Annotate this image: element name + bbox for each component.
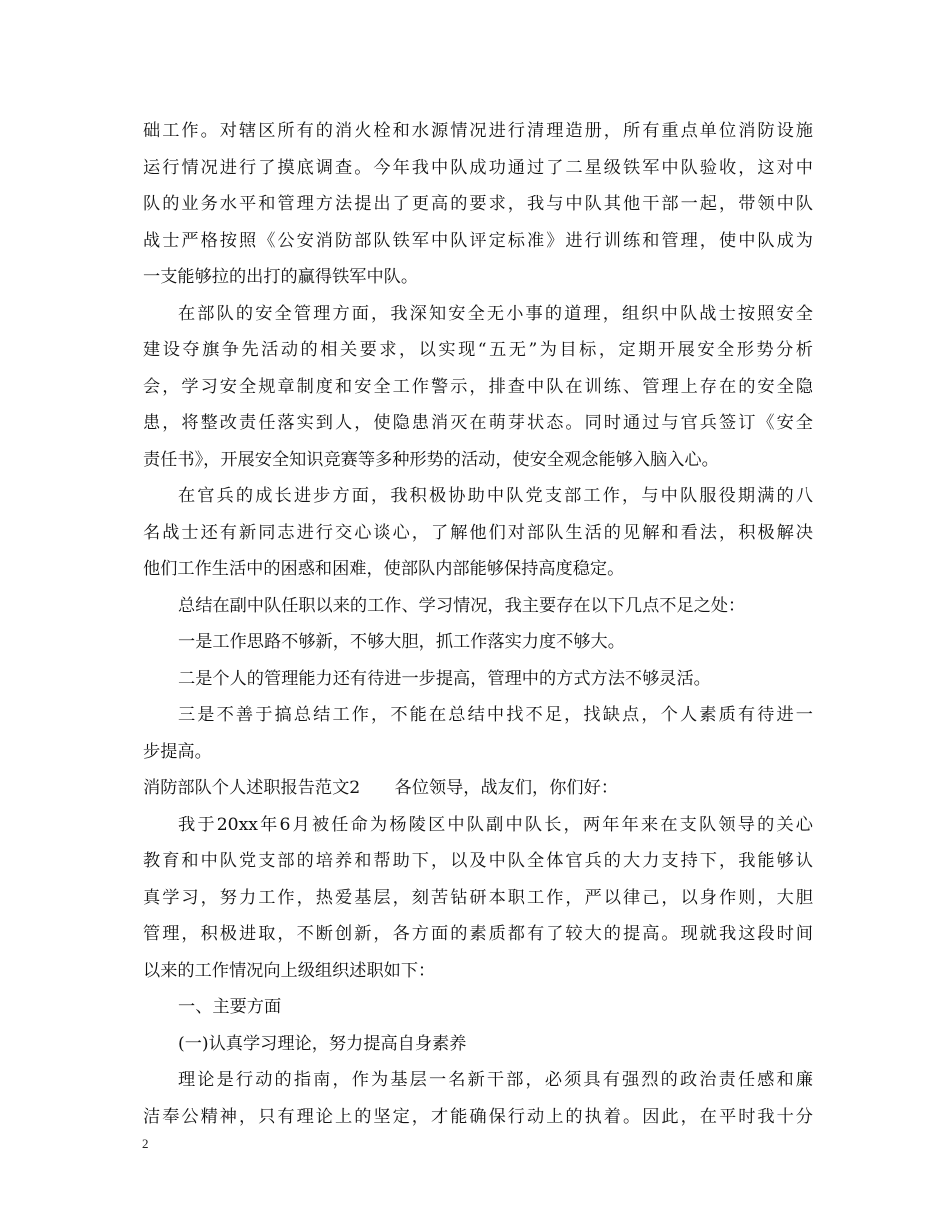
text-line: 三是不善于搞总结工作，不能在总结中找不足，找缺点，个人素质有待进一 xyxy=(178,705,813,725)
text-line: 战士严格按照《公安消防部队铁军中队评定标准》进行训练和管理，使中队成为 xyxy=(143,230,813,251)
text-line: 我于20xx年6月被任命为杨陵区中队副中队长，两年年来在支队领导的关心 xyxy=(178,814,813,835)
text-line: 一支能够拉的出打的赢得铁军中队。 xyxy=(143,267,419,287)
document-body xyxy=(143,118,813,1140)
text-line: 运行情况进行了摸底调查。今年我中队成功通过了二星级铁军中队验收，这对中 xyxy=(143,157,813,178)
text-line: 责任书》，开展安全知识竞赛等多种形势的活动，使安全观念能够入脑入心。 xyxy=(143,449,719,470)
text-line: 队的业务水平和管理方法提出了更高的要求，我与中队其他干部一起，带领中队 xyxy=(143,194,813,214)
text-line: 一、主要方面 xyxy=(178,997,282,1017)
page-number: 2 xyxy=(142,1136,149,1151)
text-line: 管理，积极进取，不断创新，各方面的素质都有了较大的提高。现就我这段时间 xyxy=(143,924,813,944)
text-line: 建设夺旗争先活动的相关要求，以实现“五无”为目标，定期开展安全形势分析 xyxy=(143,340,813,360)
text-line: 二是个人的管理能力还有待进一步提高，管理中的方式方法不够灵活。 xyxy=(178,668,711,689)
text-line: 在部队的安全管理方面，我深知安全无小事的道理，组织中队战士按照安全 xyxy=(178,303,813,324)
text-line: 教育和中队党支部的培养和帮助下，以及中队全体官兵的大力支持下，我能够认 xyxy=(143,851,813,871)
text-line: 会，学习安全规章制度和安全工作警示，排查中队在训练、管理上存在的安全隐 xyxy=(143,376,813,397)
text-line: 步提高。 xyxy=(143,741,212,762)
text-line: 一是工作思路不够新，不够大胆，抓工作落实力度不够大。 xyxy=(178,632,625,652)
text-line: 消防部队个人述职报告范文2 各位领导，战友们，你们好： xyxy=(143,778,619,798)
text-line: 真学习，努力工作，热爱基层，刻苦钻研本职工作，严以律己，以身作则，大胆 xyxy=(143,887,813,908)
text-line: 理论是行动的指南，作为基层一名新干部，必须具有强烈的政治责任感和廉 xyxy=(178,1070,813,1090)
text-line: 以来的工作情况向上级组织述职如下： xyxy=(143,960,436,981)
text-line: 在官兵的成长进步方面，我积极协助中队党支部工作，与中队服役期满的八 xyxy=(178,486,813,506)
text-line: 患，将整改责任落实到人，使隐患消灭在萌芽状态。同时通过与官兵签订《安全 xyxy=(143,413,813,433)
text-line: (一)认真学习理论，努力提高自身素养 xyxy=(178,1033,467,1054)
text-line: 名战士还有新同志进行交心谈心，了解他们对部队生活的见解和看法，积极解决 xyxy=(143,522,813,543)
text-line: 总结在副中队任职以来的工作、学习情况，我主要存在以下几点不足之处： xyxy=(178,595,746,616)
text-line: 他们工作生活中的困惑和困难，使部队内部能够保持高度稳定。 xyxy=(143,559,625,579)
text-line: 础工作。对辖区所有的消火栓和水源情况进行清理造册，所有重点单位消防设施 xyxy=(143,121,813,141)
text-line: 洁奉公精神，只有理论上的坚定，才能确保行动上的执着。因此，在平时我十分 xyxy=(143,1106,813,1127)
